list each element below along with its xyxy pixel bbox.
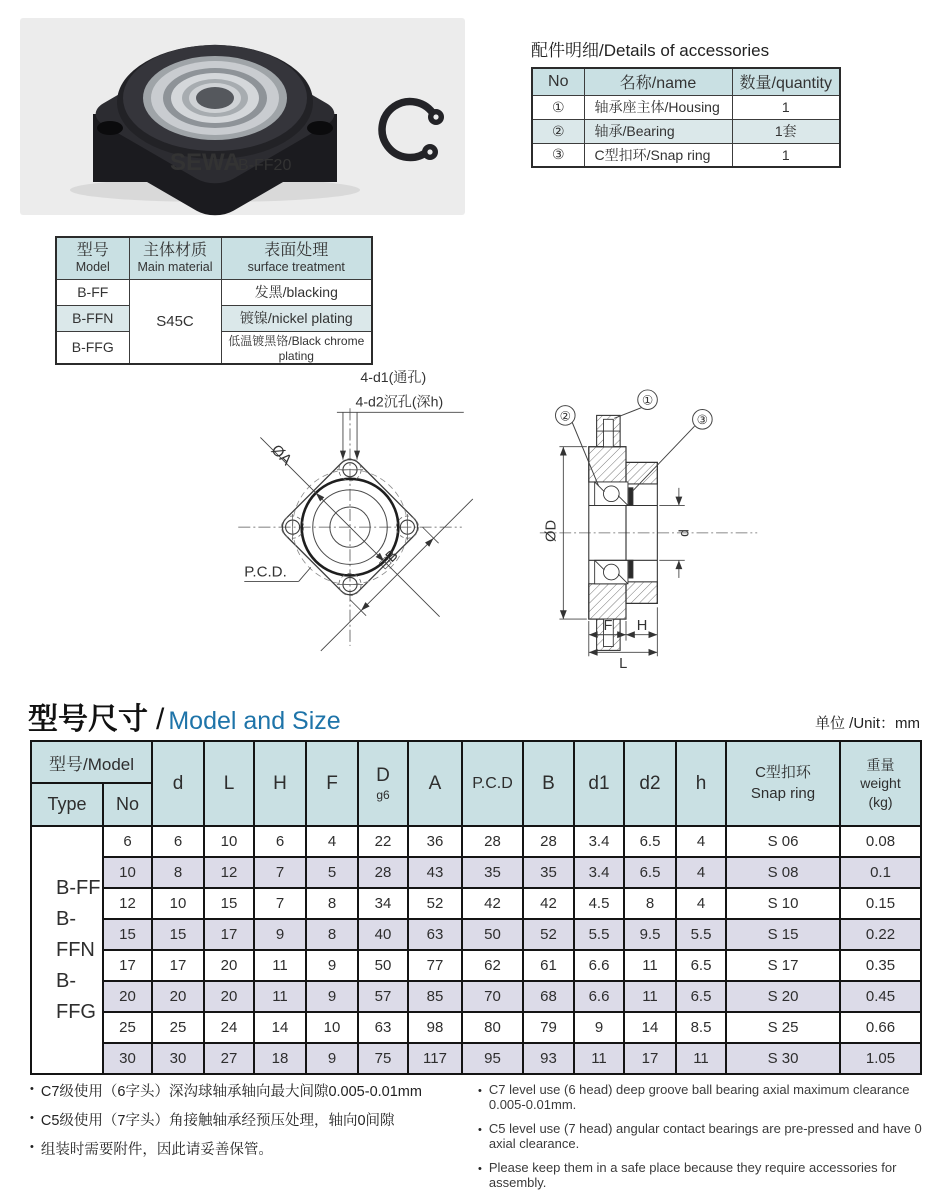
model-text: B-FF20 <box>238 157 292 174</box>
accessories-header-row <box>532 68 840 95</box>
size-cell: S 06 <box>726 826 840 857</box>
size-table-row <box>31 981 921 1012</box>
mat-treatment: 发黑/blacking <box>221 279 372 305</box>
label-f: F <box>603 617 613 634</box>
note-item <box>478 1160 940 1190</box>
size-cell: 43 <box>408 857 462 888</box>
header-type: Type <box>31 783 103 826</box>
size-cell: 6.5 <box>624 857 676 888</box>
size-cell: 10 <box>204 826 254 857</box>
note-item <box>30 1109 470 1130</box>
size-cell: 0.35 <box>840 950 921 981</box>
acc-no: ① <box>532 95 584 119</box>
note-text: C5级使用（7字头）角接触轴承经预压处理，轴向0间隙 <box>40 1113 395 1129</box>
size-cell: 50 <box>358 950 408 981</box>
header-F: F <box>306 741 358 826</box>
label-l: L <box>619 656 628 673</box>
size-cell: 6.5 <box>676 981 726 1012</box>
acc-no: ③ <box>532 143 584 167</box>
header-snap-zh: C型扣环 <box>755 764 811 782</box>
size-cell: 85 <box>408 981 462 1012</box>
size-cell: 17 <box>204 919 254 950</box>
size-cell: S 17 <box>726 950 840 981</box>
size-cell: 0.22 <box>840 919 921 950</box>
accessories-title: 配件明细/Details of accessories <box>531 41 770 60</box>
acc-header-name: 名称/name <box>584 68 732 95</box>
acc-name: 轴承座主体/Housing <box>584 95 732 119</box>
size-cell: 10 <box>103 857 152 888</box>
note-item <box>30 1080 470 1101</box>
note-text: C5 level use (7 head) angular contact bearings are pre-pressed and have 0 axial clearance. <box>488 1121 922 1151</box>
size-cell: 11 <box>676 1043 726 1074</box>
size-cell: 6.6 <box>574 981 624 1012</box>
size-cell: 50 <box>462 919 523 950</box>
mat-header-model <box>56 237 129 279</box>
header-d1: d1 <box>574 741 624 826</box>
size-cell: 7 <box>254 888 306 919</box>
bullet-icon: • <box>478 1163 482 1175</box>
mat-treatment: 低温镀黑铬/Black chrome plating <box>221 331 372 364</box>
unit-label: 单位 /Unit：mm <box>814 715 920 732</box>
size-cell: 5 <box>306 857 358 888</box>
header-H: H <box>254 741 306 826</box>
size-cell: 12 <box>204 857 254 888</box>
acc-qty: 1 <box>732 95 840 119</box>
mat-header-material <box>129 237 221 279</box>
material-table <box>55 236 373 365</box>
brand-text: SEWA <box>170 149 241 176</box>
accessories-row <box>532 143 840 167</box>
size-title-en: Model and Size <box>168 707 341 735</box>
label-dia-a: ØA <box>267 441 296 469</box>
note-text: C7级使用（6字头）深沟球轴承轴向最大间隙0.005-0.01mm <box>40 1084 422 1100</box>
acc-header-qty: 数量/quantity <box>732 68 840 95</box>
size-cell: S 20 <box>726 981 840 1012</box>
size-cell: 15 <box>204 888 254 919</box>
size-cell: 6.6 <box>574 950 624 981</box>
bearing-bore <box>196 87 234 109</box>
size-cell: 0.66 <box>840 1012 921 1043</box>
size-cell: 70 <box>462 981 523 1012</box>
size-cell: 42 <box>462 888 523 919</box>
header-D <box>358 741 408 826</box>
size-cell: 11 <box>254 981 306 1012</box>
mat-model: B-FF <box>56 279 129 305</box>
size-cell: 6.5 <box>624 826 676 857</box>
size-table <box>30 740 922 1075</box>
size-cell: 4 <box>676 826 726 857</box>
mat-treatment: 镀镍/nickel plating <box>221 305 372 331</box>
size-cell: 17 <box>152 950 204 981</box>
size-cell: 79 <box>523 1012 574 1043</box>
label-pcd: P.C.D. <box>244 563 287 581</box>
notes-chinese <box>30 1080 470 1167</box>
accessories-table <box>531 67 841 168</box>
size-cell: 8 <box>306 888 358 919</box>
note-text: Please keep them in a safe place because they require accessories for assembly. <box>488 1160 897 1190</box>
mat-header-material-en: Main material <box>137 260 213 275</box>
note-text: 组装时需要附件，因此请妥善保管。 <box>40 1142 273 1158</box>
note-item <box>478 1121 940 1151</box>
header-D-tolerance: g6 <box>376 788 390 802</box>
size-cell: 18 <box>254 1043 306 1074</box>
bullet-icon: • <box>30 1112 34 1124</box>
header-model: 型号/Model <box>31 741 152 783</box>
size-cell: 11 <box>624 950 676 981</box>
acc-qty: 1 <box>732 143 840 167</box>
size-header-row-1 <box>31 741 921 783</box>
material-section <box>55 236 371 365</box>
side-view-drawing <box>532 386 767 673</box>
size-cell: 15 <box>152 919 204 950</box>
header-snap-ring <box>726 741 840 826</box>
mat-header-model-zh: 型号 <box>76 241 109 259</box>
material-row <box>56 279 372 305</box>
label-d2-holes: 4-d2沉孔(深h) <box>355 393 444 410</box>
front-view-drawing <box>224 366 476 658</box>
size-cell: S 25 <box>726 1012 840 1043</box>
header-d: d <box>152 741 204 826</box>
note-text: C7 level use (6 head) deep groove ball bearing axial maximum clearance 0.005-0.01mm. <box>488 1082 910 1112</box>
size-cell: 12 <box>103 888 152 919</box>
size-cell: 25 <box>152 1012 204 1043</box>
size-cell: 0.45 <box>840 981 921 1012</box>
size-cell: 24 <box>204 1012 254 1043</box>
size-cell: 11 <box>624 981 676 1012</box>
mat-header-material-zh: 主体材质 <box>142 241 207 259</box>
dimension-arrows <box>316 451 434 611</box>
size-cell: 93 <box>523 1043 574 1074</box>
label-d: d <box>676 529 692 537</box>
size-cell: 4 <box>676 888 726 919</box>
size-cell: 20 <box>103 981 152 1012</box>
size-cell: 6 <box>152 826 204 857</box>
size-cell: 8.5 <box>676 1012 726 1043</box>
size-cell: 52 <box>408 888 462 919</box>
header-weight <box>840 741 921 826</box>
size-cell: 14 <box>624 1012 676 1043</box>
size-title-zh: 型号尺寸 <box>28 703 148 736</box>
header-d2: d2 <box>624 741 676 826</box>
size-cell: 8 <box>152 857 204 888</box>
size-cell: 17 <box>624 1043 676 1074</box>
size-table-row <box>31 857 921 888</box>
size-cell: 62 <box>462 950 523 981</box>
bullet-icon: • <box>30 1083 34 1095</box>
size-cell: 28 <box>358 857 408 888</box>
size-cell: 8 <box>306 919 358 950</box>
bearing <box>117 45 313 159</box>
product-photo-image <box>20 18 465 215</box>
size-cell: 11 <box>254 950 306 981</box>
size-table-row <box>31 826 921 857</box>
header-weight-en: weight <box>860 775 901 792</box>
header-D-main: D <box>376 765 390 786</box>
acc-name: 轴承/Bearing <box>584 119 732 143</box>
snap-ring-section <box>629 488 633 506</box>
size-cell: 95 <box>462 1043 523 1074</box>
callout-1-label: ① <box>641 392 654 408</box>
note-item <box>478 1082 940 1112</box>
size-cell: 77 <box>408 950 462 981</box>
mat-header-treatment-en: surface treatment <box>247 260 345 275</box>
header-B: B <box>523 741 574 826</box>
mat-model: B-FFG <box>56 331 129 364</box>
label-dia-d: ØD <box>543 519 560 542</box>
size-cell: 30 <box>152 1043 204 1074</box>
size-cell: 36 <box>408 826 462 857</box>
size-cell: 30 <box>103 1043 152 1074</box>
size-cell: 35 <box>523 857 574 888</box>
size-cell: 14 <box>254 1012 306 1043</box>
size-type-label: B-FFG <box>56 969 96 1023</box>
size-cell: 3.4 <box>574 857 624 888</box>
size-cell: S 30 <box>726 1043 840 1074</box>
size-title-separator: / <box>156 703 165 736</box>
header-snap-en: Snap ring <box>750 784 816 802</box>
acc-name: C型扣环/Snap ring <box>584 143 732 167</box>
size-table-row <box>31 919 921 950</box>
label-h: H <box>636 617 648 634</box>
size-cell: 63 <box>408 919 462 950</box>
header-weight-unit: (kg) <box>868 793 893 810</box>
size-cell: 42 <box>523 888 574 919</box>
mat-header-model-en: Model <box>75 260 110 275</box>
size-cell: 28 <box>523 826 574 857</box>
bolt-hole-left <box>97 121 123 135</box>
bullet-icon: • <box>478 1085 482 1097</box>
size-cell: S 10 <box>726 888 840 919</box>
size-table-row <box>31 1043 921 1074</box>
label-d1-holes: 4-d1(通孔) <box>360 369 427 386</box>
size-cell: 10 <box>306 1012 358 1043</box>
size-cell: 8 <box>624 888 676 919</box>
size-cell: 11 <box>574 1043 624 1074</box>
size-cell: 10 <box>152 888 204 919</box>
size-cell: 75 <box>358 1043 408 1074</box>
mat-header-treatment-zh: 表面处理 <box>264 241 329 259</box>
size-cell: 9 <box>254 919 306 950</box>
size-cell: 20 <box>204 950 254 981</box>
size-cell: 20 <box>204 981 254 1012</box>
size-cell: 61 <box>523 950 574 981</box>
size-type-label: B-FF <box>56 876 101 899</box>
size-type-label: B-FFN <box>56 907 95 961</box>
header-A: A <box>408 741 462 826</box>
size-cell: 9 <box>306 981 358 1012</box>
mat-material-value: S45C <box>129 279 221 364</box>
accessories-row <box>532 95 840 119</box>
size-cell: 57 <box>358 981 408 1012</box>
note-item <box>30 1138 470 1159</box>
accessories-section <box>531 36 841 168</box>
callout-2-label: ② <box>559 408 571 424</box>
bullet-icon: • <box>478 1124 482 1136</box>
size-cell: 7 <box>254 857 306 888</box>
size-table-row <box>31 950 921 981</box>
acc-no: ② <box>532 119 584 143</box>
bolt-hole-right <box>307 121 333 135</box>
size-cell: 0.1 <box>840 857 921 888</box>
size-cell: 6.5 <box>676 950 726 981</box>
size-cell: 40 <box>358 919 408 950</box>
size-cell: 0.15 <box>840 888 921 919</box>
size-cell: 35 <box>462 857 523 888</box>
acc-qty: 1套 <box>732 119 840 143</box>
size-cell: 6 <box>103 826 152 857</box>
acc-header-no: No <box>532 68 584 95</box>
size-cell: 9 <box>574 1012 624 1043</box>
size-cell: 28 <box>462 826 523 857</box>
size-cell: 5.5 <box>574 919 624 950</box>
size-cell: 25 <box>103 1012 152 1043</box>
size-cell: 63 <box>358 1012 408 1043</box>
size-cell: 1.05 <box>840 1043 921 1074</box>
mat-header-treatment <box>221 237 372 279</box>
size-cell: 4 <box>676 857 726 888</box>
size-cell: 15 <box>103 919 152 950</box>
size-cell: 9 <box>306 950 358 981</box>
header-L: L <box>204 741 254 826</box>
size-table-row <box>31 888 921 919</box>
size-cell: 20 <box>152 981 204 1012</box>
size-cell: 0.08 <box>840 826 921 857</box>
size-table-row <box>31 1012 921 1043</box>
size-cell: 9.5 <box>624 919 676 950</box>
notes-english <box>478 1082 940 1199</box>
size-table-body <box>31 826 921 1074</box>
material-header-row <box>56 237 372 279</box>
size-cell: 3.4 <box>574 826 624 857</box>
size-cell: 22 <box>358 826 408 857</box>
size-cell: 6 <box>254 826 306 857</box>
size-cell: 4.5 <box>574 888 624 919</box>
size-cell: 5.5 <box>676 919 726 950</box>
accessories-row <box>532 119 840 143</box>
size-cell: 4 <box>306 826 358 857</box>
size-cell: 34 <box>358 888 408 919</box>
size-type-cell <box>31 826 103 1074</box>
header-h: h <box>676 741 726 826</box>
header-no: No <box>103 783 152 826</box>
bullet-icon: • <box>30 1141 34 1153</box>
size-cell: 98 <box>408 1012 462 1043</box>
size-section-title <box>28 694 341 738</box>
header-weight-zh: 重量 <box>866 757 895 774</box>
product-photo <box>20 18 465 215</box>
size-cell: 17 <box>103 950 152 981</box>
size-cell: S 15 <box>726 919 840 950</box>
size-cell: 80 <box>462 1012 523 1043</box>
callout-3-label: ③ <box>696 412 709 428</box>
size-cell: 68 <box>523 981 574 1012</box>
mat-model: B-FFN <box>56 305 129 331</box>
size-cell: 117 <box>408 1043 462 1074</box>
size-cell: S 08 <box>726 857 840 888</box>
header-PCD: P.C.D <box>462 741 523 826</box>
size-cell: 9 <box>306 1043 358 1074</box>
size-cell: 27 <box>204 1043 254 1074</box>
label-square-b: □B <box>376 546 402 573</box>
size-cell: 52 <box>523 919 574 950</box>
